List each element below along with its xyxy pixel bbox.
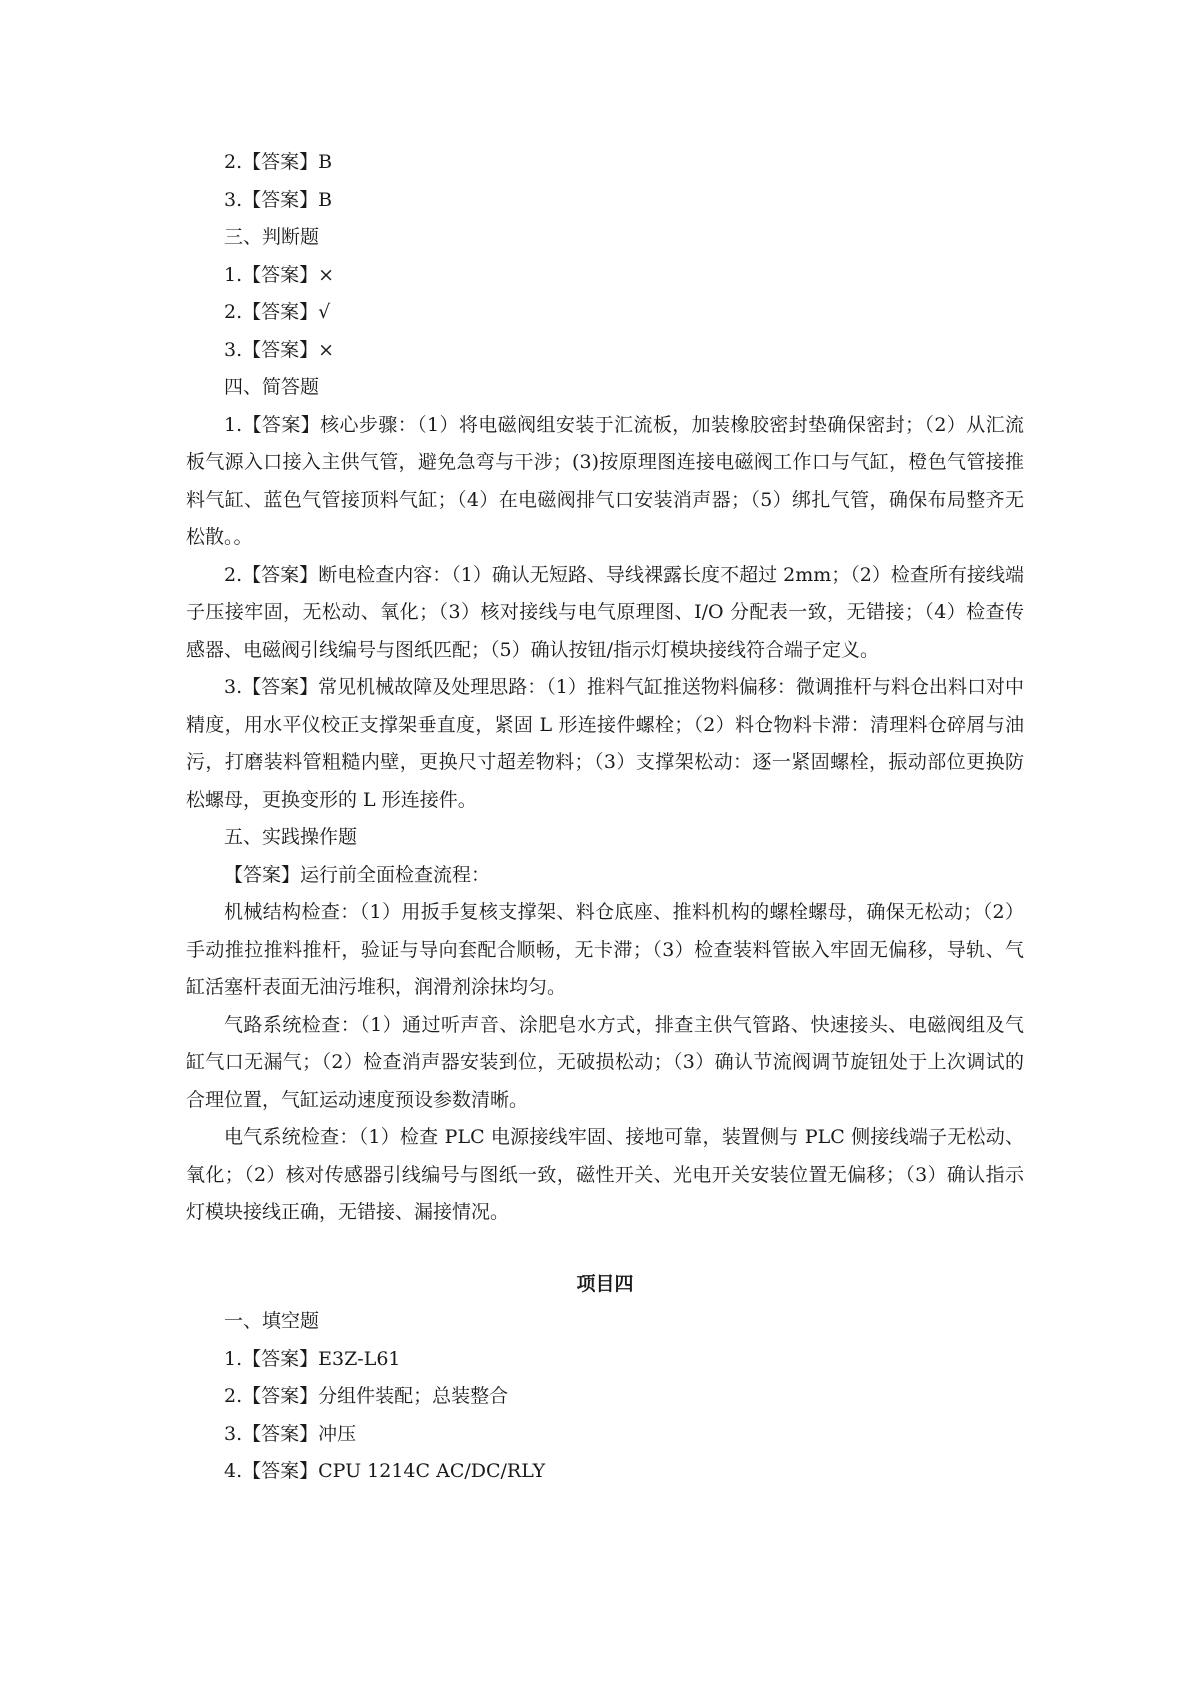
answer-line: 3.【答案】B bbox=[224, 188, 333, 211]
answer-line: 3.【答案】× bbox=[224, 338, 335, 361]
answer-line: 2.【答案】B bbox=[224, 151, 333, 173]
practice-paragraph: 电气系统检查：（1）检查 PLC 电源接线牢固、接地可靠，装置侧与 PLC 侧接线端子无松动、氧化；（2）核对传感器引线编号与图纸一致，磁性开关、光电开关安装位置无偏移；（3）确认指示灯模块接线正确，无错接、漏接情况。 bbox=[186, 1126, 1024, 1223]
practice-paragraph: 机械结构检查：（1）用扳手复核支撑架、料仓底座、推料机构的螺栓螺母，确保无松动；（2）手动推拉推料推杆，验证与导向套配合顺畅，无卡滞；（3）检查装料管嵌入牢固无偏移，导轨、气缸活塞杆表面无油污堆积，润滑剂涂抹均匀。 bbox=[186, 901, 1024, 998]
practice-paragraph: 气路系统检查：（1）通过听声音、涂肥皂水方式，排查主供气管路、快速接头、电磁阀组及气缸气口无漏气；（2）检查消声器安装到位，无破损松动；（3）确认节流阀调节旋钮处于上次调试的合理位置，气缸运动速度预设参数清晰。 bbox=[186, 1013, 1024, 1111]
section-heading-true-false: 三、判断题 bbox=[224, 226, 320, 248]
section-heading-fill-blank: 一、填空题 bbox=[224, 1310, 320, 1332]
short-answer-paragraph: 2.【答案】断电检查内容：（1）确认无短路、导线裸露长度不超过 2mm；（2）检查所有接线端子压接牢固，无松动、氧化；（3）核对接线与电气原理图、I/O 分配表一致，无错接；（4）检查传感器、电磁阀引线编号与图纸匹配；（5）确认按钮/指示灯模块接线符合端子定义。 bbox=[186, 563, 1024, 661]
answer-line: 1.【答案】E3Z-L61 bbox=[224, 1347, 401, 1370]
answer-line: 2.【答案】√ bbox=[224, 301, 331, 323]
short-answer-paragraph: 3.【答案】常见机械故障及处理思路：（1）推料气缸推送物料偏移：微调推杆与料仓出料口对中精度，用水平仪校正支撑架垂直度，紧固 L 形连接件螺栓；（2）料仓物料卡滞：清理料仓碎屑与油污，打磨装料管粗糙内壁，更换尺寸超差物料；（3）支撑架松动：逐一紧固螺栓，振动部位更换防松螺母，更换变形的 L 形连接件。 bbox=[186, 676, 1024, 811]
answer-line: 3.【答案】冲压 bbox=[224, 1422, 357, 1445]
practice-intro: 【答案】运行前全面检查流程： bbox=[224, 863, 491, 886]
short-answer-paragraph: 1.【答案】核心步骤：（1）将电磁阀组安装于汇流板，加装橡胶密封垫确保密封；（2）从汇流板气源入口接入主供气管，避免急弯与干涉；(3)按原理图连接电磁阀工作口与气缸，橙色气管接推料气缸、蓝色气管接顶料气缸；（4）在电磁阀排气口安装消声器；（5）绑扎气管，确保布局整齐无松散。。 bbox=[186, 413, 1024, 548]
answer-line: 1.【答案】× bbox=[224, 263, 335, 286]
answer-line: 4.【答案】CPU 1214C AC/DC/RLY bbox=[224, 1460, 546, 1482]
document-page bbox=[186, 144, 1024, 1491]
project-title: 项目四 bbox=[576, 1272, 634, 1295]
section-heading-short-answer: 四、简答题 bbox=[224, 376, 320, 398]
section-heading-practice: 五、实践操作题 bbox=[224, 826, 358, 848]
answer-line: 2.【答案】分组件装配；总装整合 bbox=[224, 1385, 509, 1407]
